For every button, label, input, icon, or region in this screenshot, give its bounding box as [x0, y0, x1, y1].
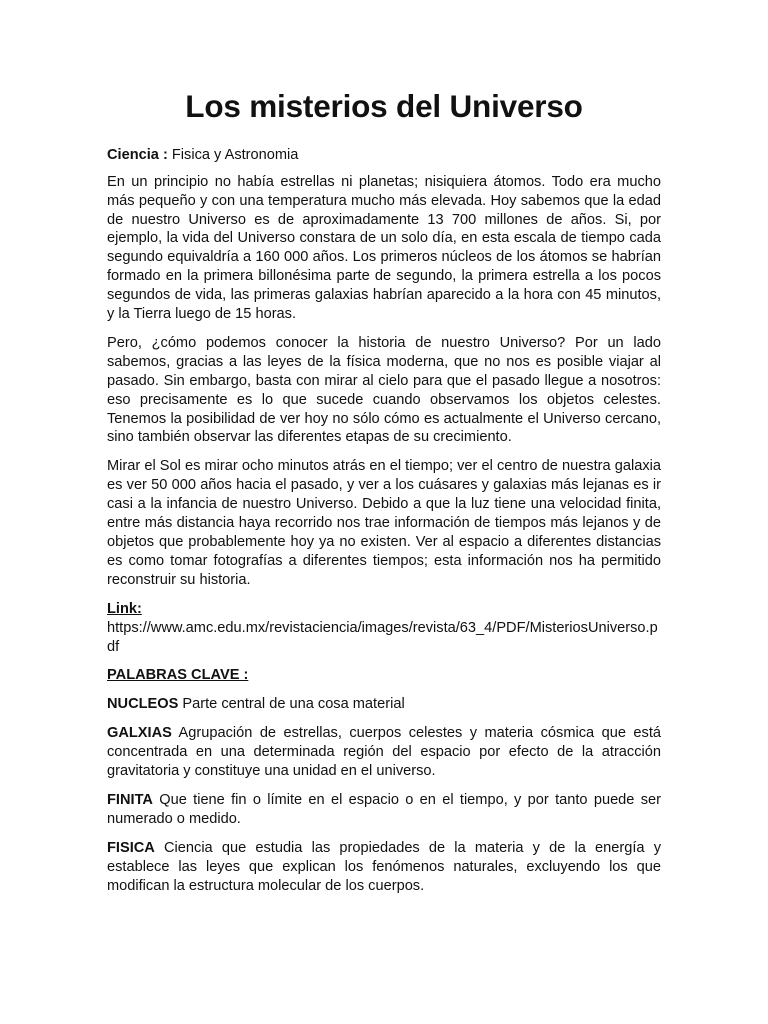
source-link[interactable]: https://www.amc.edu.mx/revistaciencia/images/revista/63_4/PDF/MisteriosUniverso.pdf [107, 619, 658, 655]
document-title: Los misterios del Universo [185, 88, 583, 124]
keyword-term: FISICA [107, 839, 155, 856]
subject-value: Fisica y Astronomia [171, 146, 299, 163]
keyword-entry [107, 791, 661, 829]
keyword-definition: Agrupación de estrellas, cuerpos celestes y materia cósmica que está concentrada en una determinada región del espacio por efecto de la atracción gravitatoria y constituye una unidad en el universo. [107, 725, 661, 780]
link-block [107, 600, 661, 657]
keyword-definition: Ciencia que estudia las propiedades de la materia y de la energía y establece las leyes que explican los fenómenos naturales, excluyendo los que modifican la estructura molecular de los cuerpos. [107, 839, 661, 894]
subject-label: Ciencia : [107, 146, 168, 163]
body-paragraph: En un principio no había estrellas ni planetas; nisiquiera átomos. Todo era mucho más pequeño y con una temperatura mucho más elevada. Hoy sabemos que la edad de nuestro Universo es de aproximadamente 13 700 millones de años. Si, por ejemplo, la vida del Universo constara de un solo día, en esta escala de tiempo cada segundo equivaldría a 160 000 años. Los primeros núcleos de los átomos se habrían formado en la primera billonésima parte de segundo, la primera estrella a los pocos segundos de vida, las primeras galaxias habrían aparecido a la hora con 45 minutos, y la Tierra luego de 15 horas. [107, 173, 661, 323]
keyword-definition: Que tiene fin o límite en el espacio o en el tiempo, y por tanto puede ser numerado o medido. [107, 791, 661, 827]
subject-line [107, 146, 661, 165]
keywords-heading-line [107, 666, 661, 685]
keyword-entry [107, 695, 661, 714]
keyword-term: FINITA [107, 791, 153, 808]
keyword-entry [107, 839, 661, 896]
keyword-term: GALXIAS [107, 725, 172, 742]
keyword-definition: Parte central de una cosa material [178, 696, 405, 713]
keyword-entry [107, 724, 661, 781]
body-paragraph: Pero, ¿cómo podemos conocer la historia de nuestro Universo? Por un lado sabemos, gracias a las leyes de la física moderna, que no nos es posible viajar al pasado. Sin embargo, basta con mirar al cielo para que el pasado llegue a nosotros: eso precisamente es lo que sucede cuando observamos los objetos celestes. Tenemos la posibilidad de ver hoy no sólo cómo es actualmente el Universo cercano, sino también observar las diferentes etapas de su crecimiento. [107, 334, 661, 446]
document-page [107, 88, 661, 906]
keyword-term: NUCLEOS [107, 696, 179, 713]
link-label: Link: [107, 600, 142, 617]
body-paragraph: Mirar el Sol es mirar ocho minutos atrás en el tiempo; ver el centro de nuestra galaxia es ver 50 000 años hacia el pasado, y ver a los cuásares y galaxias más lejanas es ir casi a la infancia de nuestro Universo. Debido a que la luz tiene una velocidad finita, entre más distancia haya recorrido nos trae información de tiempos más lejanos y de objetos que probablemente hoy ya no existen. Ver al espacio a diferentes distancias es como tomar fotografías a diferentes tiempos; esta información nos ha permitido reconstruir su historia. [107, 458, 661, 588]
keywords-heading: PALABRAS CLAVE : [107, 667, 249, 684]
